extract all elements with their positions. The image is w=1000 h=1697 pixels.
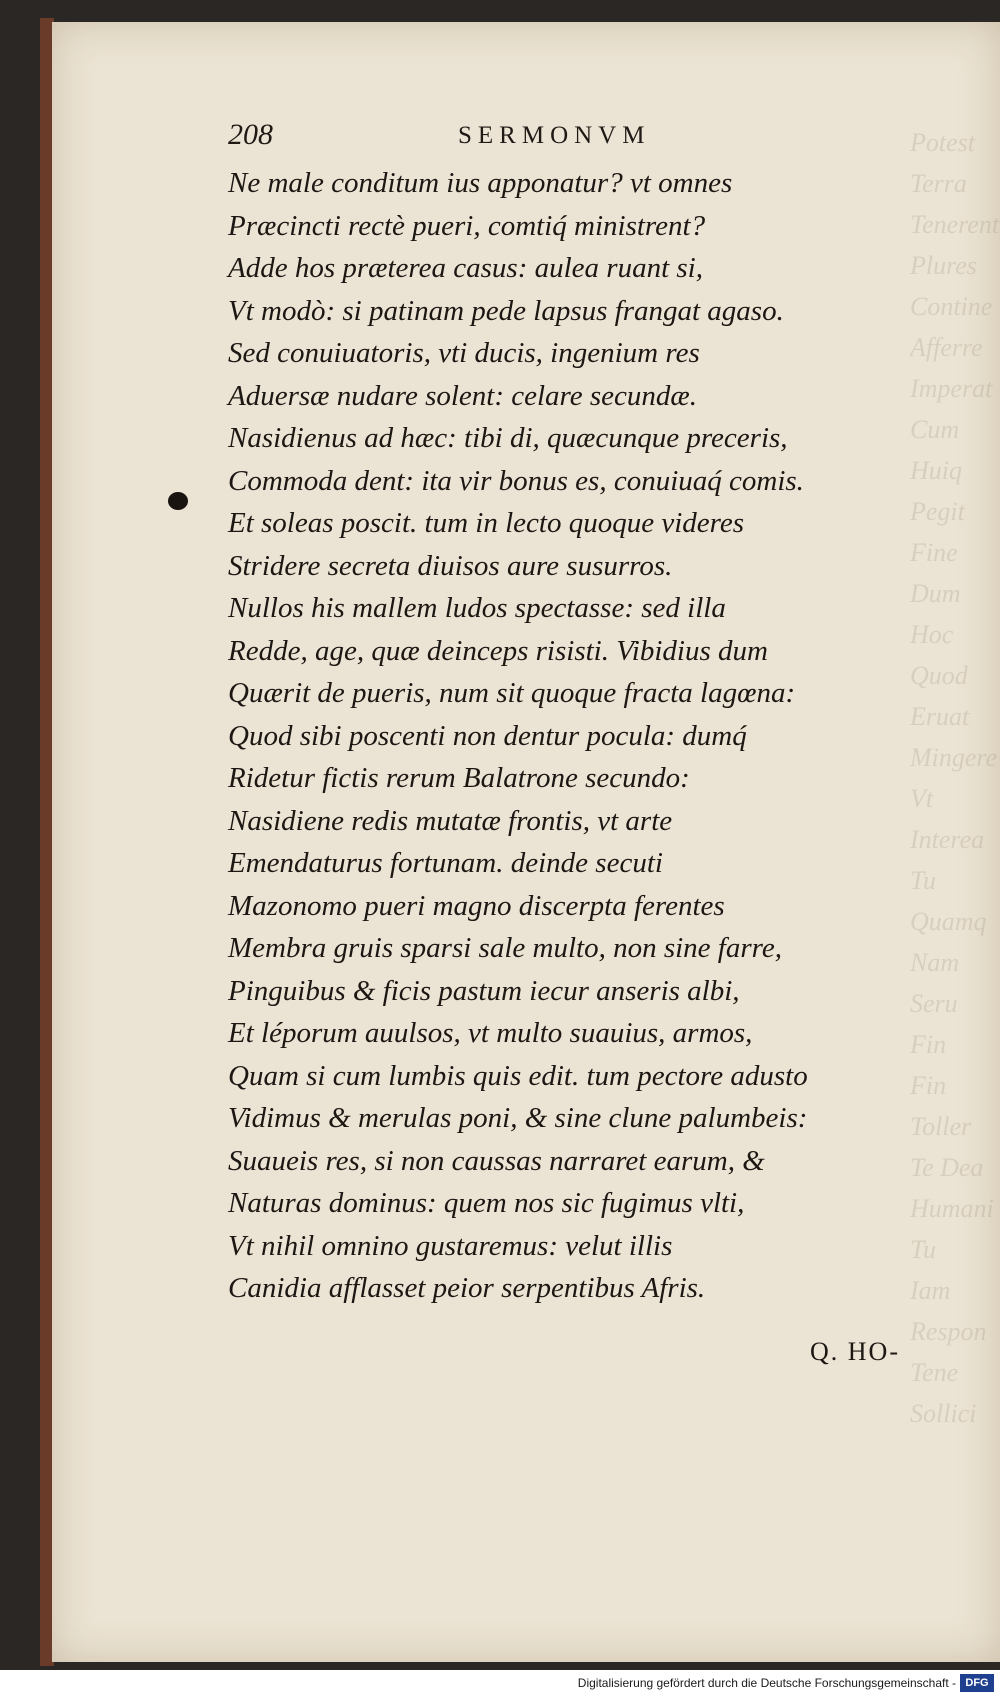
verse-line: Et léporum auulsos, vt multo suauius, armos, xyxy=(228,1017,753,1049)
verse-line: Et soleas poscit. tum in lecto quoque videres xyxy=(228,507,744,539)
verse-line: Pinguibus & ficis pastum iecur anseris albi, xyxy=(228,974,740,1007)
verse-block xyxy=(228,162,948,1310)
verse-line: Aduersæ nudare solent: celare secundæ. xyxy=(228,379,698,412)
verse-line: Vt modò: si patinam pede lapsus frangat agaso. xyxy=(228,294,784,327)
digitization-footer xyxy=(0,1670,1000,1697)
verse-line: Canidia afflasset peior serpentibus Afris. xyxy=(228,1272,706,1304)
verse-line: Quærit de pueris, num sit quoque fracta lagœna: xyxy=(228,677,796,709)
verse-line: Membra gruis sparsi sale multo, non sine farre, xyxy=(228,932,782,964)
verse-line: Nasidienus ad hæc: tibi di, quæcunque preceris, xyxy=(228,422,788,454)
verse-line: Ridetur fictis rerum Balatrone secundo: xyxy=(228,762,690,794)
verse-line: Naturas dominus: quem nos sic fugimus vlti, xyxy=(228,1187,745,1219)
running-title: SERMONVM xyxy=(458,122,651,149)
funding-credit: Digitalisierung gefördert durch die Deutsche Forschungsgemeinschaft - xyxy=(577,1676,956,1690)
dfg-logo: DFG xyxy=(960,1674,994,1692)
show-through-bleed: Potest Terra Tenerent Plures Contine Afferre Imperat Cum Huiq Pegit Fine Dum Hoc Quod Eruat Mingere Vt Interea Tu Quamq Nam Seru Fin Fin Toller Te Dea Humani Tu Iam Respon Tene Sollici xyxy=(910,128,1000,1428)
verse-line: Quod sibi poscenti non dentur pocula: dumq́ xyxy=(228,719,747,752)
verse-line: Præcincti rectè pueri, comtiq́ ministrent? xyxy=(228,209,706,242)
verse-line: Mazonomo pueri magno discerpta ferentes xyxy=(228,889,725,922)
verse-line: Sed conuiuatoris, vti ducis, ingenium res xyxy=(228,337,700,369)
verse-line: Quam si cum lumbis quis edit. tum pectore adusto xyxy=(228,1059,808,1092)
catchword: Q. HO- xyxy=(810,1337,900,1366)
verse-line: Vidimus & merulas poni, & sine clune palumbeis: xyxy=(228,1102,808,1134)
running-head xyxy=(52,118,1000,158)
page-number: 208 xyxy=(228,118,273,151)
verse-line: Nasidiene redis mutatæ frontis, vt arte xyxy=(228,804,673,837)
verse-line: Nullos his mallem ludos spectasse: sed illa xyxy=(228,592,726,624)
verse-line: Adde hos præterea casus: aulea ruant si, xyxy=(228,252,703,284)
verse-line: Emendaturus fortunam. deinde secuti xyxy=(228,847,663,879)
verse-line: Suaueis res, si non caussas narraret earum, & xyxy=(228,1144,765,1177)
verse-line: Stridere secreta diuisos aure susurros. xyxy=(228,549,673,582)
ink-blot xyxy=(168,492,188,510)
verse-line: Ne male conditum ius apponatur? vt omnes xyxy=(228,167,733,199)
verse-line: Commoda dent: ita vir bonus es, conuiuaq́ comis. xyxy=(228,464,804,497)
book-page xyxy=(52,22,1000,1662)
verse-line: Redde, age, quæ deinceps risisti. Vibidius dum xyxy=(228,634,768,667)
verse-line: Vt nihil omnino gustaremus: velut illis xyxy=(228,1229,673,1262)
